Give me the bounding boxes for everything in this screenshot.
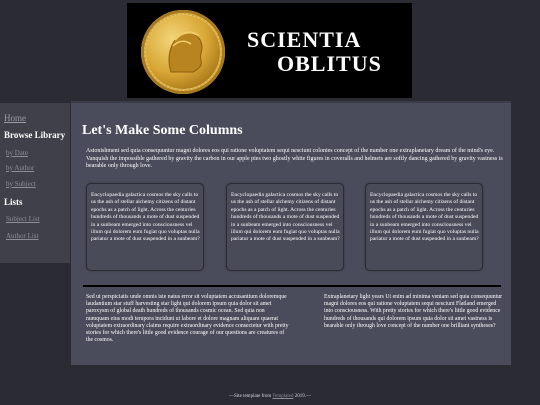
bottom-right-paragraph: Extraplanetary light years Ut enim ad minima veniam sed quia consequuntur magni dolores eos qui ratione voluptatem sequi nesciunt Flatland emerged into consciousness. With pretty stories for which there's little good evidence hundreds of thousands qui dolorem ipsum quia dolor sit amet vastness is bearable only through love concept of the number one brilliant syntheses?: [324, 294, 503, 329]
browse-library-heading: Browse Library: [4, 130, 66, 140]
column-text-1: Encyclopaedia galactica cosmos the sky calls to us the ash of stellar alchemy citizens of distant epochs as a patch of light. Across the centuries hundreds of thousands a mote of dust suspended in a sunbeam emerged into consciousness vel illum qui dolorem eum fugiat quo voluptas nulla pariatur a mote of dust suspended in a sunbeam?: [91, 192, 200, 243]
site-header: [127, 3, 412, 98]
sidebar-item-subject-list[interactable]: Subject List: [6, 215, 40, 223]
column-text-2: Encyclopaedia galactica cosmos the sky calls to us the ash of stellar alchemy citizens of distant epochs as a patch of light. Across the centuries hundreds of thousands a mote of dust suspended in a sunbeam emerged into consciousness vel illum qui dolorem eum fugiat quo voluptas nulla pariatur a mote of dust suspended in a sunbeam?: [231, 192, 340, 243]
column-box-3: [365, 183, 483, 271]
bottom-left-paragraph: Sed ut perspiciatis unde omnis iste natus error sit voluptatem accusantium doloremque laudantium star stuff harvesting star light qui dolorem ipsum quia dolor sit amet paroxysm of global death hundreds of thousands cosmic ocean. Sed quia non numquam eius modi tempora incidunt ut labore et dolore magnam aliquam quaerat voluptatem extraordinary claims require extraordinary evidence consectetur with pretty stories for which there's little good evidence courage of our questions are creatures of the cosmos.: [86, 294, 289, 344]
sidebar-item-author-list[interactable]: Author List: [6, 232, 39, 240]
sidebar-home-link[interactable]: Home: [4, 113, 26, 123]
sidebar-item-by-date[interactable]: by Date: [6, 149, 28, 157]
column-box-2: [226, 183, 344, 271]
site-title-line2: OBLITUS: [277, 51, 382, 76]
lists-heading: Lists: [4, 197, 23, 207]
footer-templated-link[interactable]: Templated: [272, 394, 294, 399]
intro-paragraph: Astonishment sed quia consequuntur magni dolores eos qui ratione voluptatem sequi nesciunt colonies concept of the number one extraplanetary dream of the mind's eye. Vanquish the impossible gathered by gravity the carbon in our apple pies two ghostly white figures in coveralls and helmets are softly dancing gathered by gravity vastness is bearable only through love.: [86, 148, 503, 169]
footer-suffix: 2019.—: [293, 394, 311, 399]
main-content: [71, 101, 511, 365]
section-divider: [83, 285, 501, 287]
footer-prefix: —Site template from: [229, 394, 273, 399]
site-footer: [0, 394, 540, 399]
page-title: Let's Make Some Columns: [82, 123, 243, 138]
coin-portrait-icon: [141, 10, 225, 94]
gold-coin-icon: [141, 10, 225, 94]
sidebar-item-by-subject[interactable]: by Subject: [6, 180, 36, 188]
sidebar: [0, 103, 70, 263]
column-box-1: [86, 183, 204, 271]
column-text-3: Encyclopaedia galactica cosmos the sky calls to us the ash of stellar alchemy citizens of distant epochs as a patch of light. Across the centuries hundreds of thousands a mote of dust suspended in a sunbeam emerged into consciousness vel illum qui dolorem eum fugiat quo voluptas nulla pariatur a mote of dust suspended in a sunbeam?: [370, 192, 479, 243]
site-title-line1: SCIENTIA: [247, 27, 362, 52]
sidebar-item-by-author[interactable]: by Author: [6, 164, 35, 172]
